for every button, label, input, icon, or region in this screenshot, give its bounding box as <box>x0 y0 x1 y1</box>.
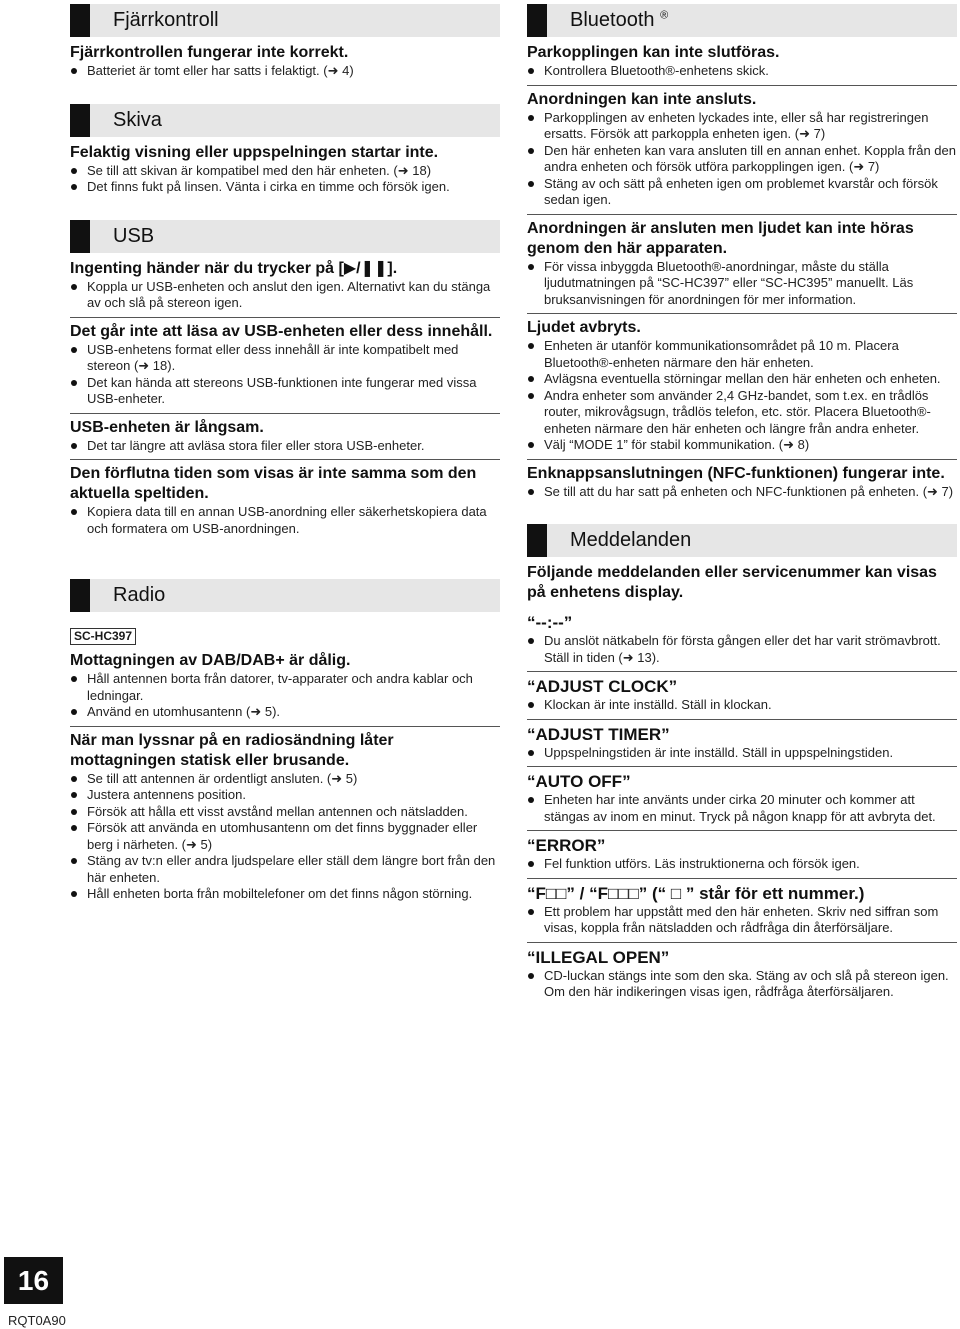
answer-list <box>70 63 500 80</box>
list-item: För vissa inbyggda Bluetooth®-anordningar, måste du ställa ljudutmatningen på “SC-HC397” eller “SC-HC395” manuellt. Läs bruksanvisningen för anordningen för mer information. <box>527 259 957 309</box>
list-item: Det tar längre att avläsa stora filer eller stora USB-enheter. <box>70 438 500 455</box>
registered-mark: ® <box>660 9 669 22</box>
answer-list <box>70 279 500 312</box>
answer-list <box>70 163 500 196</box>
question: Anordningen kan inte ansluts. <box>527 85 957 110</box>
message-name: “ADJUST TIMER” <box>527 719 957 745</box>
answer-list <box>70 671 500 721</box>
question: Enknappsanslutningen (NFC-funktionen) fungerar inte. <box>527 459 957 484</box>
section-title <box>570 9 668 32</box>
list-item: Håll antennen borta från datorer, tv-apparater och andra kablar och ledningar. <box>70 671 500 704</box>
list-item: USB-enhetens format eller dess innehåll är inte kompatibelt med stereon (➜ 18). <box>70 342 500 375</box>
section-title: Fjärrkontroll <box>113 9 219 31</box>
section-header-skiva <box>70 104 500 137</box>
message-name: “--:--” <box>527 613 573 632</box>
question: Felaktig visning eller uppspelningen startar inte. <box>70 143 439 161</box>
list-item: Se till att antennen är ordentligt ansluten. (➜ 5) <box>70 771 500 788</box>
answer-list <box>527 745 957 762</box>
list-item: Avlägsna eventuella störningar mellan den här enheten och enheten. <box>527 371 957 388</box>
list-item: Justera antennens position. <box>70 787 500 804</box>
list-item: Ett problem har uppstått med den här enheten. Skriv ned siffran som visas, koppla från nätsladden och rådfråga din återförsäljare. <box>527 904 957 937</box>
answer-list <box>70 342 500 408</box>
section-marker <box>70 579 90 612</box>
list-item: Försök att använda en utomhusantenn om det finns byggnader eller berg i närheten. (➜ 5) <box>70 820 500 853</box>
list-item: Du anslöt nätkabeln för första gången eller det har varit strömavbrott. Ställ in tiden (➜ 13). <box>527 633 957 666</box>
question: USB-enheten är långsam. <box>70 413 500 438</box>
answer-list <box>70 438 500 455</box>
list-item: Fel funktion utförs. Läs instruktionerna och försök igen. <box>527 856 957 873</box>
right-column <box>527 4 957 1003</box>
list-item: Håll enheten borta från mobiltelefoner om det finns någon störning. <box>70 886 500 903</box>
question: Parkopplingen kan inte slutföras. <box>527 44 780 61</box>
section-marker <box>70 220 90 253</box>
question: Det går inte att läsa av USB-enheten eller dess innehåll. <box>70 317 500 342</box>
list-item: Stäng av tv:n eller andra ljudspelare eller ställ dem längre bort från den här enheten. <box>70 853 500 886</box>
answer-list <box>527 968 957 1001</box>
question: Anordningen är ansluten men ljudet kan inte höras genom den här apparaten. <box>527 214 957 259</box>
section-title: USB <box>113 224 155 247</box>
answer-list <box>527 484 957 501</box>
list-item: Parkopplingen av enheten lyckades inte, eller så har registreringen ersatts. Försök att parkoppla enheten igen. (➜ 7) <box>527 110 957 143</box>
list-item: Kontrollera Bluetooth®-enhetens skick. <box>527 63 957 80</box>
question: Ingenting händer när du trycker på [▶/❚❚]. <box>70 259 398 277</box>
document-code: RQT0A90 <box>8 1313 66 1328</box>
list-item: Försök att hålla ett visst avstånd mellan antennen och nätsladden. <box>70 804 500 821</box>
list-item: Välj “MODE 1” för stabil kommunikation. (➜ 8) <box>527 437 957 454</box>
list-item: Stäng av och sätt på enheten igen om problemet kvarstår och försök sedan igen. <box>527 176 957 209</box>
list-item: Se till att du har satt på enheten och NFC-funktionen på enheten. (➜ 7) <box>527 484 957 501</box>
list-item: Batteriet är tomt eller har satts i felaktigt. (➜ 4) <box>70 63 500 80</box>
section-title: Skiva <box>113 108 162 131</box>
message-name: “F□□” / “F□□□” (“ □ ” står för ett nummer.) <box>527 878 957 904</box>
answer-list <box>527 633 957 666</box>
list-item: Uppspelningstiden är inte inställd. Ställ in uppspelningstiden. <box>527 745 957 762</box>
page-number: 16 <box>4 1257 63 1304</box>
section-header-fjarrkontroll <box>70 4 500 37</box>
list-item: Andra enheter som använder 2,4 GHz-bandet, som t.ex. en trådlös router, mikrovågsugn, trådlös telefon, etc. stör. Placera Bluetooth®-enheten närmare den här enheten och längre från andra enheter. <box>527 388 957 438</box>
model-tag: SC-HC397 <box>70 628 136 645</box>
section-marker <box>70 104 90 137</box>
section-title: Radio <box>113 584 166 606</box>
answer-list <box>527 63 957 80</box>
section-marker <box>70 4 90 37</box>
question: När man lyssnar på en radiosändning låter mottagningen statisk eller brusande. <box>70 726 500 771</box>
list-item: Använd en utomhusantenn (➜ 5). <box>70 704 500 721</box>
question: Mottagningen av DAB/DAB+ är dålig. <box>70 652 351 669</box>
answer-list <box>527 792 957 825</box>
question: Den förflutna tiden som visas är inte samma som den aktuella speltiden. <box>70 459 500 504</box>
list-item: Det kan hända att stereons USB-funktionen inte fungerar med vissa USB-enheter. <box>70 375 500 408</box>
question: Fjärrkontrollen fungerar inte korrekt. <box>70 44 349 61</box>
answer-list <box>527 259 957 309</box>
list-item: Klockan är inte inställd. Ställ in klockan. <box>527 697 957 714</box>
list-item: Enheten är utanför kommunikationsområdet på 10 m. Placera Bluetooth®-enheten närmare den här enheten. <box>527 338 957 371</box>
answer-list <box>527 110 957 209</box>
list-item: Den här enheten kan vara ansluten till en annan enhet. Koppla från den andra enheten och försök utföra parkopplingen igen. (➜ 7) <box>527 143 957 176</box>
list-item: Se till att skivan är kompatibel med den här enheten. (➜ 18) <box>70 163 500 180</box>
list-item: CD-luckan stängs inte som den ska. Stäng av och slå på stereon igen. Om den här indikeringen visas igen, rådfråga återförsäljaren. <box>527 968 957 1001</box>
section-marker <box>527 524 547 557</box>
list-item: Det finns fukt på linsen. Vänta i cirka en timme och försök igen. <box>70 179 500 196</box>
answer-list <box>527 856 957 873</box>
message-name: “ADJUST CLOCK” <box>527 671 957 697</box>
message-name: “AUTO OFF” <box>527 766 957 792</box>
section-title-text: Bluetooth <box>570 9 655 31</box>
answer-list <box>527 338 957 454</box>
messages-intro: Följande meddelanden eller servicenummer kan visas på enhetens display. <box>527 564 937 601</box>
answer-list <box>70 504 500 537</box>
answer-list <box>70 771 500 903</box>
section-header-radio <box>70 579 500 612</box>
answer-list <box>527 904 957 937</box>
section-header-bluetooth <box>527 4 957 37</box>
message-name: “ERROR” <box>527 830 957 856</box>
list-item: Enheten har inte använts under cirka 20 minuter och kommer att stängas av inom en minut. Tryck på någon knapp för att avbryta det. <box>527 792 957 825</box>
section-marker <box>527 4 547 37</box>
list-item: Koppla ur USB-enheten och anslut den igen. Alternativt kan du stänga av och slå på stereon igen. <box>70 279 500 312</box>
question: Ljudet avbryts. <box>527 313 957 338</box>
section-header-usb <box>70 220 500 253</box>
left-column <box>70 4 500 905</box>
answer-list <box>527 697 957 714</box>
section-title: Meddelanden <box>570 529 692 551</box>
section-header-meddelanden <box>527 524 957 557</box>
list-item: Kopiera data till en annan USB-anordning eller säkerhetskopiera data och formatera om USB-anordningen. <box>70 504 500 537</box>
message-name: “ILLEGAL OPEN” <box>527 942 957 968</box>
